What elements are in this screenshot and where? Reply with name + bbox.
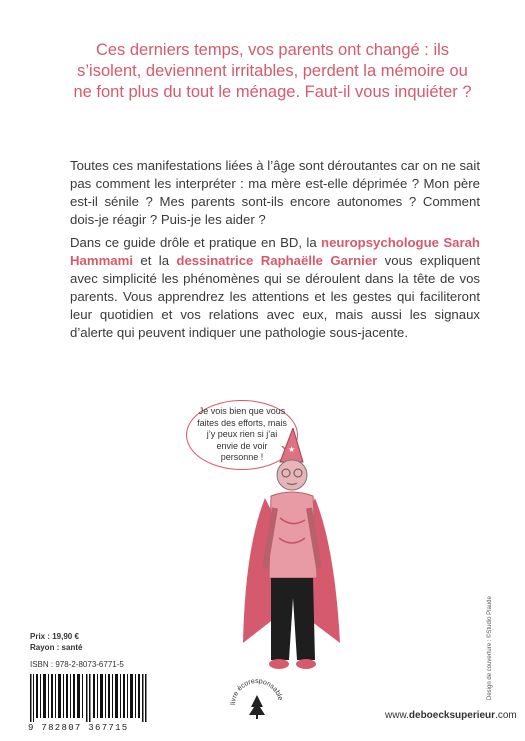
isbn-label: ISBN : 978-2-8073-6771-5	[30, 660, 124, 669]
speech-bubble: Je vois bien que vous faites des efforts, mais j’y peux rien si j’ai envie de voir personne !	[186, 400, 298, 470]
website-suffix: .com	[495, 710, 517, 721]
rayon-label: Rayon : santé	[30, 643, 83, 652]
description-text-1: Dans ce guide drôle et pratique en BD, la	[70, 235, 322, 250]
tree-icon	[249, 695, 265, 715]
description-text-2: et la	[133, 253, 177, 268]
price-label: Prix : 19,90 €	[30, 632, 79, 641]
price-block	[30, 631, 82, 653]
cover-design-credit: Design de couverture : ©Studio Plaude	[487, 596, 493, 700]
barcode	[30, 674, 148, 722]
svg-text:★: ★	[288, 445, 296, 454]
website-prefix: www.	[385, 710, 409, 721]
eco-responsible-logo	[227, 667, 287, 727]
barcode-digits: 9 782807 367715	[28, 723, 129, 733]
back-cover-headline: Ces derniers temps, vos parents ont changé : ils s’isolent, deviennent irritables, perdent la mémoire ou ne font plus du tout le ménage. Faut-il vous inquiéter ?	[73, 41, 472, 101]
author-highlight: neuropsychologue Sarah Hammami	[70, 235, 480, 268]
eco-label: livre écoresponsable	[229, 677, 284, 706]
grandmother-illustration	[235, 428, 345, 673]
description-paragraph	[70, 234, 480, 342]
intro-paragraph: Toutes ces manifestations liées à l’âge sont déroutantes car on ne sait pas comment les interpréter : ma mère est-elle déprimée ? Mon père est-il sénile ? Mes parents sont-ils encore autonomes ? Comment dois-je réagir ? Puis-je les aider ?	[70, 158, 480, 227]
description-text-3: vous expliquent avec simplicité les phénomènes qui se déroulent dans la tête de vos parents. Vous apprendrez les attentions et les gestes qui faciliteront leur quotidien et vos relations avec eux, mais aussi les signaux d’alerte qui peuvent indiquer une pathologie sous-jacente.	[70, 253, 480, 340]
website-brand: deboecksuperieur	[408, 710, 496, 721]
illustrator-highlight: dessinatrice Raphaëlle Garnier	[176, 253, 378, 268]
publisher-website	[385, 710, 517, 721]
